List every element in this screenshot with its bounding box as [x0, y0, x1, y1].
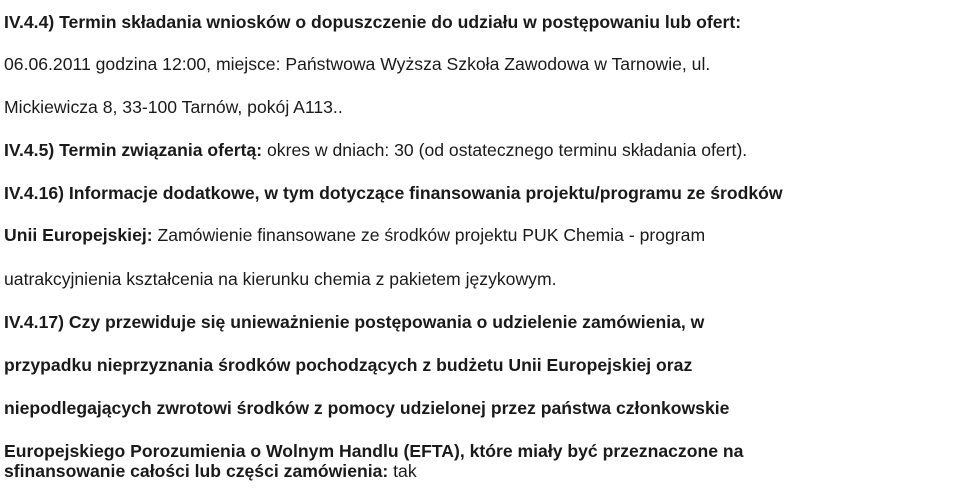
section-iv-4-16-text-line-2: uatrakcyjnienia kształcenia na kierunku chemia z pakietem językowym.: [4, 269, 557, 289]
section-iv-4-17-question-end: sfinansowanie całości lub części zamówienia:: [4, 461, 389, 481]
section-iv-4-16-heading-line-2: Unii Europejskiej:: [4, 225, 153, 245]
section-iv-4-4-text-line-1: 06.06.2011 godzina 12:00, miejsce: Państwowa Wyższa Szkoła Zawodowa w Tarnowie, ul.: [4, 54, 711, 74]
section-iv-4-16-text-line-1: Zamówienie finansowane ze środków projektu PUK Chemia - program: [152, 225, 706, 245]
section-iv-4-5-heading: IV.4.5) Termin związania ofertą:: [4, 140, 263, 160]
section-iv-4-17-line-2: przypadku nieprzyznania środków pochodzących z budżetu Unii Europejskiej oraz: [4, 355, 693, 375]
section-iv-4-4-heading: IV.4.4) Termin składania wniosków o dopuszczenie do udziału w postępowaniu lub ofert:: [4, 12, 742, 32]
section-iv-4-16-line-2: [4, 224, 705, 246]
section-iv-4-16-heading-line-1: IV.4.16) Informacje dodatkowe, w tym dotyczące finansowania projektu/programu ze środków: [4, 183, 783, 203]
section-iv-4-4-text-line-2: Mickiewicza 8, 33-100 Tarnów, pokój A113..: [4, 97, 343, 117]
section-iv-4-17-line-5: [4, 460, 417, 482]
section-iv-4-17-line-3: niepodlegających zwrotowi środków z pomocy udzielonej przez państwa członkowskie: [4, 398, 730, 418]
section-iv-4-17-answer: tak: [388, 461, 417, 481]
section-iv-4-17-line-1: IV.4.17) Czy przewiduje się unieważnienie postępowania o udzielenie zamówienia, w: [4, 312, 705, 332]
section-iv-4-5: [4, 139, 747, 161]
section-iv-4-5-text: okres w dniach: 30 (od ostatecznego terminu składania ofert).: [262, 140, 748, 160]
section-iv-4-17-line-4: Europejskiego Porozumienia o Wolnym Handlu (EFTA), które miały być przeznaczone na: [4, 441, 744, 461]
